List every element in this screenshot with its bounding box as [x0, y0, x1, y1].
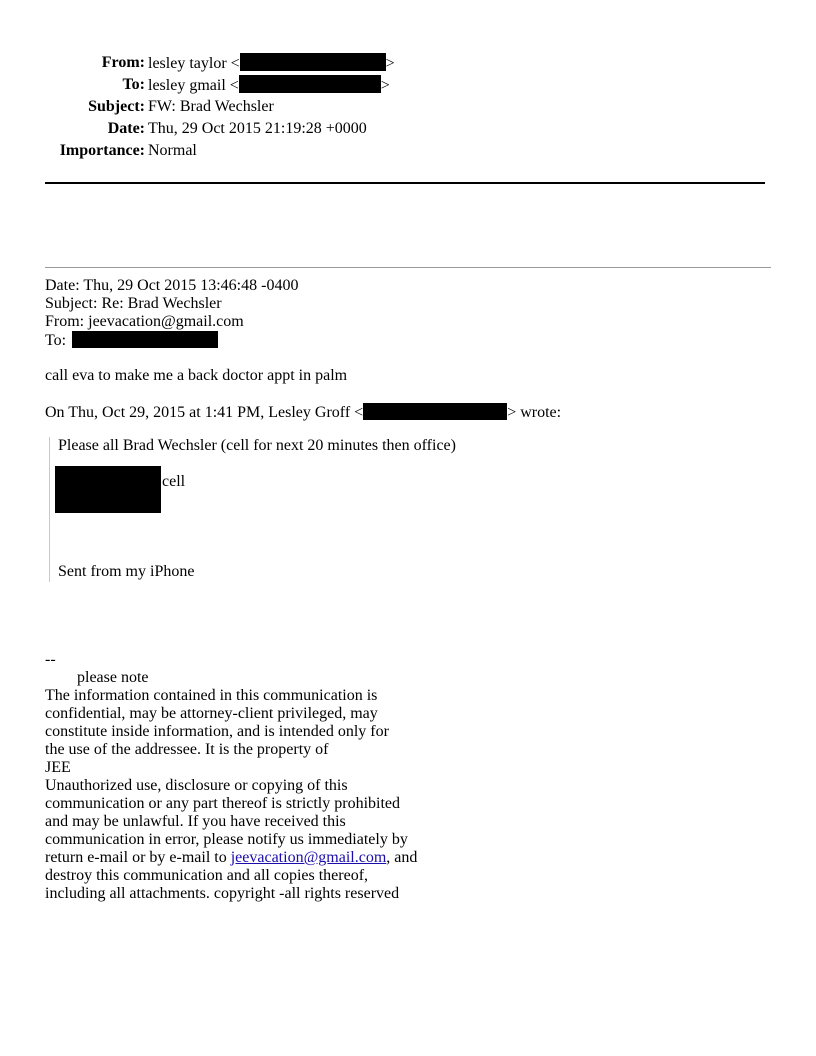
quote-bar	[49, 437, 50, 582]
forwarded-subject: Subject: Re: Brad Wechsler	[45, 295, 222, 312]
forwarded-to: To:	[45, 331, 218, 350]
disclaimer-line: constitute inside information, and is intended only for	[45, 723, 389, 740]
date-label: Date:	[107, 120, 145, 137]
message-body: call eva to make me a back doctor appt in palm	[45, 367, 348, 384]
subject-label: Subject:	[88, 98, 145, 115]
header-divider	[45, 182, 765, 184]
header-importance-row	[0, 141, 400, 161]
signature-dashes: --	[45, 651, 56, 668]
please-note: please note	[77, 669, 149, 686]
cell-label: cell	[162, 473, 186, 490]
redacted-from-email	[240, 53, 386, 71]
disclaimer-line: confidential, may be attorney-client privileged, may	[45, 705, 378, 722]
redacted-forwarded-to	[72, 331, 218, 348]
header-to-row	[0, 75, 400, 95]
disclaimer-line: The information contained in this communication is	[45, 687, 378, 704]
to-value: lesley gmail < >	[148, 77, 390, 94]
forwarded-date: Date: Thu, 29 Oct 2015 13:46:48 -0400	[45, 277, 299, 294]
disclaimer	[45, 651, 425, 903]
disclaimer-line: including all attachments. copyright -all rights reserved	[45, 885, 400, 902]
disclaimer-line: JEE	[45, 759, 71, 776]
subject-value: FW: Brad Wechsler	[148, 98, 274, 115]
disclaimer-line: the use of the addressee. It is the property of	[45, 741, 329, 758]
redacted-attribution-email	[363, 403, 507, 420]
disclaimer-line: communication or any part thereof is strictly prohibited	[45, 795, 401, 812]
redacted-to-email	[239, 75, 381, 93]
redacted-phone-number	[55, 466, 161, 513]
disclaimer-line: and may be unlawful. If you have received this	[45, 813, 346, 830]
importance-value: Normal	[148, 142, 197, 159]
header-date-row	[0, 119, 400, 139]
forward-divider	[45, 267, 771, 268]
disclaimer-line: return e-mail or by e-mail to jeevacation@gmail.com, and	[45, 849, 418, 866]
header-from-row	[0, 53, 400, 73]
disclaimer-line: communication in error, please notify us immediately by	[45, 831, 408, 848]
from-value: lesley taylor < >	[148, 55, 395, 72]
quoted-signature: Sent from my iPhone	[58, 563, 195, 580]
header-subject-row	[0, 97, 400, 117]
from-label: From:	[101, 54, 145, 71]
importance-label: Importance:	[59, 142, 145, 159]
reply-attribution: On Thu, Oct 29, 2015 at 1:41 PM, Lesley Groff < > wrote:	[45, 404, 562, 421]
disclaimer-line: destroy this communication and all copies thereof,	[45, 867, 369, 884]
disclaimer-line: Unauthorized use, disclosure or copying of this	[45, 777, 348, 794]
email-link[interactable]: jeevacation@gmail.com	[230, 849, 387, 866]
forwarded-from: From: jeevacation@gmail.com	[45, 313, 244, 330]
to-label: To:	[122, 76, 145, 93]
quoted-line: Please all Brad Wechsler (cell for next 20 minutes then office)	[58, 437, 456, 454]
date-value: Thu, 29 Oct 2015 21:19:28 +0000	[148, 120, 367, 137]
